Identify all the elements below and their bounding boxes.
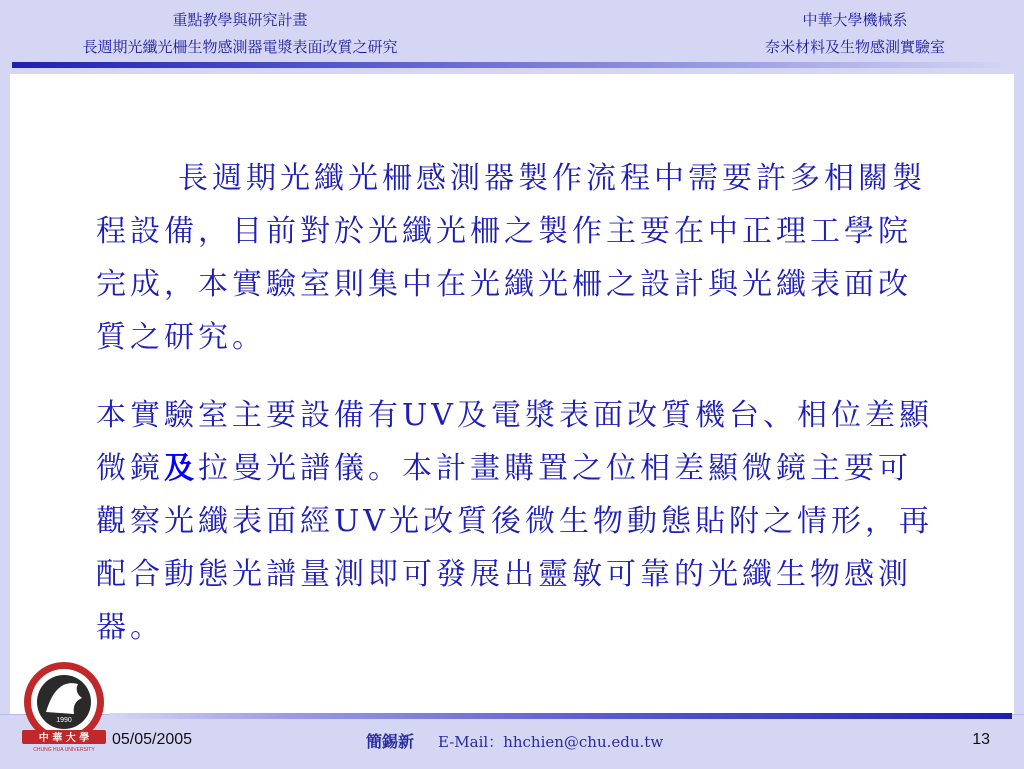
right-frame [1014, 74, 1024, 714]
footer-divider [110, 713, 1012, 719]
header-research-topic: 長週期光纖光柵生物感測器電漿表面改質之研究 [82, 38, 398, 56]
paragraph-equipment-text-1: 本實驗室主要設備有UV及電漿表面改質機台、相位差顯微鏡 [96, 398, 933, 486]
footer-date: 05/05/2005 [112, 731, 193, 748]
logo-sub-text: CHUNG HUA UNIVERSITY [33, 747, 95, 753]
header-divider [12, 62, 1012, 68]
paragraph-equipment-highlight: 及 [164, 451, 198, 486]
university-logo [16, 658, 112, 754]
paragraph-intro-text: 長週期光纖光柵感測器製作流程中需要許多相關製程設備，目前對於光纖光柵之製作主要在中正理工學院完成，本實驗室則集中在光纖光柵之設計與光纖表面改質之研究。 [96, 161, 926, 355]
footer-author: 簡錫新 [366, 732, 415, 751]
header-lab-name: 奈米材料及生物感測實驗室 [764, 38, 945, 56]
paragraph-equipment-text-2: 拉曼光譜儀。本計畫購置之位相差顯微鏡主要可觀察光纖表面經UV光改質後微生物動態貼附之情形，再配合動態光譜量測即可發展出靈敏可靠的光纖生物感測器。 [96, 451, 933, 645]
footer-page-number: 13 [972, 731, 990, 748]
logo-year: 1990 [56, 717, 72, 724]
header-project-title: 重點教學與研究計畫 [172, 11, 308, 29]
header-department: 中華大學機械系 [802, 11, 908, 29]
paragraph-intro [96, 152, 936, 364]
left-frame [0, 74, 10, 714]
footer-email: E-Mail：hhchien@chu.edu.tw [438, 733, 664, 751]
logo-ring-text: 中 華 大 學 [38, 733, 90, 744]
paragraph-equipment [96, 389, 936, 654]
